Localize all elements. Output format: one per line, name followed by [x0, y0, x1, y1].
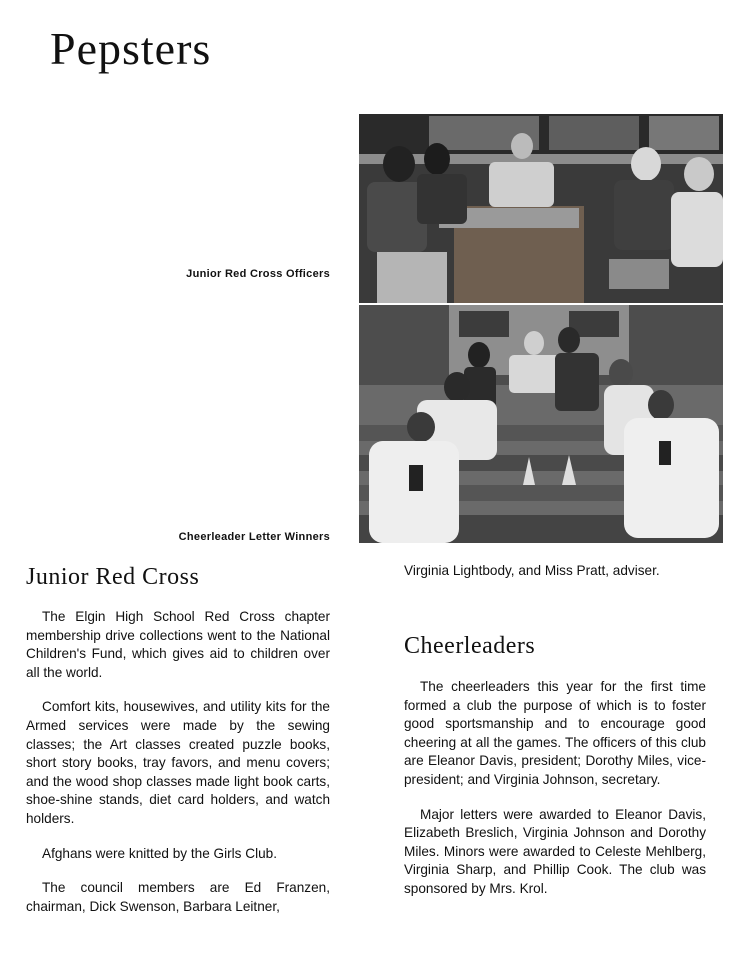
cheerleaders-heading: Cheerleaders — [404, 633, 536, 659]
cheerleaders-text — [404, 678, 706, 915]
paragraph: Major letters were awarded to Eleanor Davis, Elizabeth Breslich, Virginia Johnson and Dorothy Miles. Minors were awarded to Celeste Mehlberg, Virginia Sharp, and Phillip Cook. The club was sponsored by Mrs. Krol. — [404, 806, 706, 896]
photo-red-cross-graphic — [359, 114, 723, 303]
paragraph: The council members are Ed Franzen, chairman, Dick Swenson, Barbara Leitner, — [26, 880, 330, 914]
photo-cheerleaders-graphic — [359, 305, 723, 543]
paragraph: Virginia Lightbody, and Miss Pratt, adviser. — [404, 563, 660, 578]
photo-junior-red-cross-officers — [359, 114, 723, 303]
page-title: Pepsters — [50, 23, 212, 74]
paragraph: The Elgin High School Red Cross chapter membership drive collections went to the National Children's Fund, which gives aid to children over all the world. — [26, 609, 330, 680]
photo-caption-red-cross: Junior Red Cross Officers — [186, 268, 330, 280]
junior-red-cross-heading: Junior Red Cross — [26, 564, 200, 590]
photo-caption-cheerleaders: Cheerleader Letter Winners — [178, 531, 330, 543]
paragraph: The cheerleaders this year for the first time formed a club the purpose of which is to foster good sportsmanship and to encourage good cheering at all the games. The officers of this club are Eleanor Davis, president; Dorothy Miles, vice-president; and Virginia Johnson, secretary. — [404, 679, 706, 787]
junior-red-cross-continuation — [404, 562, 704, 581]
junior-red-cross-text — [26, 608, 330, 932]
paragraph: Comfort kits, housewives, and utility kits for the Armed services were made by the sewing classes; the Art classes created puzzle books, short story books, tray favors, and menu covers; and the wood shop classes made light book carts, shoe-shine stands, diet card holders, and watch holders. — [26, 699, 330, 826]
paragraph: Afghans were knitted by the Girls Club. — [42, 845, 277, 861]
photo-cheerleader-letter-winners — [359, 305, 723, 543]
